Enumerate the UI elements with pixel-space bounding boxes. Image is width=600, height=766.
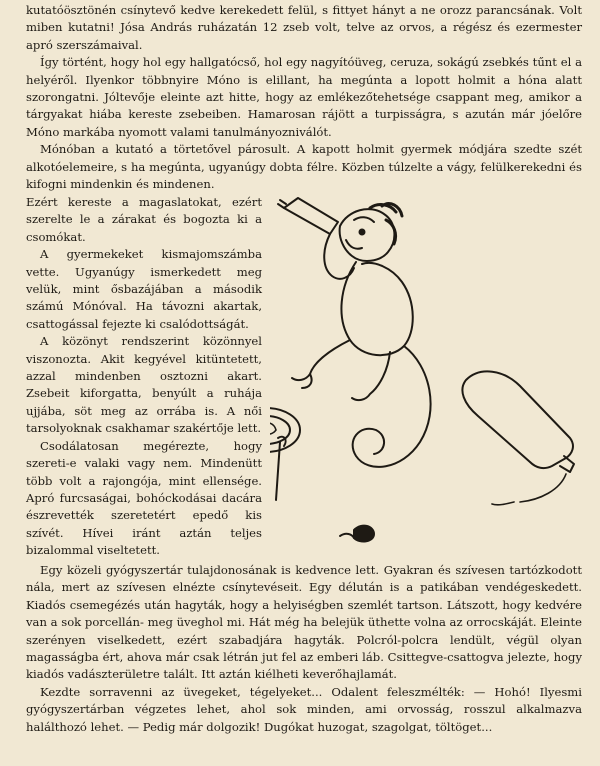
paragraph: Így történt, hogy hol egy hallgatócső, hol egy nagyítóüveg, ceruza, sokágú zsebkés tűnt el a helyéről. Ilyenkor többnyire Móno is elillant, ha megúnta a lopott holmit a hóna alatt szorongatni. Jóltevője eleinte azt hitte, hogy az emlékezőtehetsége csappant meg, amikor a tárgyakat hiába kereste zsebeiben. Hamarosan rájött a turpisságra, s azután már jóelőre Móno markába nyomott valami tanulmányozniválót. [26, 55, 582, 139]
bottom-text-block [26, 562, 582, 736]
large-bottle [462, 371, 573, 468]
monkey-illustration [270, 190, 590, 560]
paragraph: Egy közeli gyógyszertár tulajdonosának is kedvence lett. Gyakran és szívesen tartózkodott nála, mert az szívesen elnézte csínytevéseit. Egy délután is a patikában vendégeskedett. Kiadós csemegézés után hagyták, hogy a helyiségben szemlét tartson. Látszott, hogy kedvére van a sok porcellán- meg üveghol mi. Hát még ha belejük üthette volna az orrocskáját. Eleinte szerényen viselkedett, ezért szabadjára hagyták. Polcról-polcra lendült, végül olyan magasságba ért, ahova már csak létrán jut fel az emberi láb. Csittegve-csattogva jelezte, hogy kiadós vadászterületre talált. Itt aztán kiélheti keverőhajlamát. [26, 563, 582, 682]
paragraph: A gyermekeket kismajomszámba vette. Ugyanúgy ismerkedett meg velük, mint ősbazájában a második számú Mónóval. Ha távozni akartak, csattogással fejezte ki csalódottságát. [26, 247, 262, 331]
left-column-text [26, 194, 262, 560]
paragraph: Mónóban a kutató a törtetővel párosult. A kapott holmit gyermek módjára szedte szét alkotóelemeire, s ha megúnta, ugyanúgy dobta félre. Közben túlzelte a vágy, felülkerekedni és kifogni mindenkin és mindenen. [26, 142, 582, 192]
monkey-body [341, 262, 412, 355]
paragraph: A közönyt rendszerint közönnyel viszonozta. Akit kegyével kitüntetett, azzal mindenben osztozni akart. Zsebeit kiforgatta, benyúlt a ruhája ujjába, söt meg az orrába is. A női tarsolyoknak csakhamar szakértője lett. [26, 334, 262, 436]
paragraph: Ezért kereste a magaslatokat, ezért szerelte le a zárakat és bogozta ki a csomókat. [26, 195, 262, 244]
paragraph: Kezdte sorravenni az üvegeket, tégelyeket... Odalent feleszmélték: — Hohó! Ilyesmi gyógyszertárban végzetes lehet, ahol sok minden, ami orvosság, rosszul alkalmazva halálthozó lehet. — Pedig már dolgozik! Dugókat huzogat, szagolgat, töltöget... [26, 684, 582, 734]
monkey-tail [353, 346, 431, 467]
cork [354, 526, 374, 542]
held-bottle [284, 198, 338, 234]
paragraph: Csodálatosan megérezte, hogy szereti-e valaki vagy nem. Mindenütt több volt a rajongója, mint ellensége. Apró furcsaságai, bohóckodásai dacára észrevették szeretetért epedő kis szívét. Hívei iránt aztán teljes bizalommal viseltetett. [26, 438, 262, 558]
paragraph-continuation: kutatóösztönén csínytevő kedve kerekedett felül, s fittyet hányt a ne orozz parancsának. Volt miben kutatni! Jósa András ruházatán 12 zseb volt, telve az orvos, a régész és ezermester apró szerszámaival. [26, 3, 582, 52]
top-text-block [26, 2, 582, 193]
